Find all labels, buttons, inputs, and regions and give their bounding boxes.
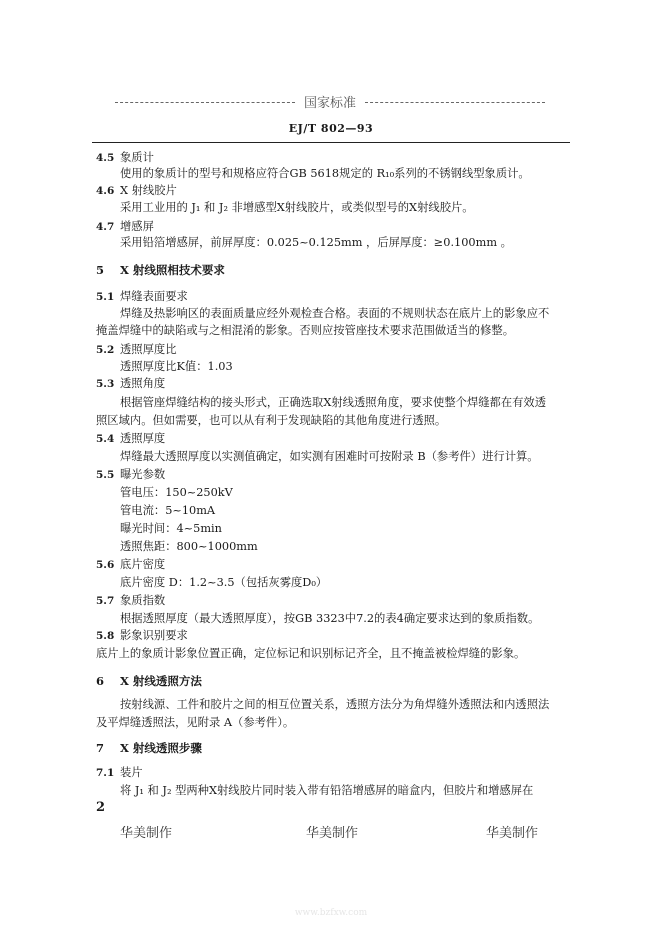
watermark-text: 华美制作 [486, 826, 539, 841]
chapter-number: 6 [96, 674, 105, 688]
section-title: X 射线胶片 [120, 184, 177, 197]
section-text-line: 按射线源、工件和胶片之间的相互位置关系，透照方法分为角焊缝外透照法和内透照法 [120, 698, 550, 711]
section-number: 5.2 [96, 344, 115, 356]
section-number: 7.1 [96, 767, 115, 779]
section-title: 透照角度 [120, 377, 166, 390]
section-number: 5.3 [96, 378, 115, 390]
section-number: 5.1 [96, 291, 115, 303]
page-number: 2 [96, 800, 106, 815]
section-text: 根据透照厚度（最大透照厚度），按GB 3323中7.2的表4确定要求达到的象质指数。 [120, 612, 540, 625]
watermark-text: 华美制作 [306, 826, 359, 841]
section-number: 5.7 [96, 595, 115, 607]
exposure-param: 管电压：150~250kV [120, 486, 233, 499]
section-text: 底片上的象质计影象位置正确，定位标记和识别标记齐全，且不掩盖被检焊缝的影象。 [96, 647, 526, 660]
running-header [115, 92, 545, 112]
section-number: 5.4 [96, 433, 115, 445]
section-number: 5.5 [96, 469, 115, 481]
chapter-number: 5 [96, 263, 105, 277]
section-text: 将 J₁ 和 J₂ 型两种X射线胶片同时装入带有铅箔增感屏的暗盒内，但胶片和增感屏在 [120, 784, 534, 797]
section-text-line: 及平焊缝透照法，见附录 A（参考件）。 [96, 716, 295, 729]
section-text: 采用铅箔增感屏，前屏厚度：0.025~0.125mm ，后屏厚度：≥0.100mm 。 [120, 236, 512, 249]
section-title: 影象识别要求 [120, 629, 188, 642]
chapter-title: X 射线照相技术要求 [120, 263, 225, 277]
chapter-title: X 射线透照步骤 [120, 741, 202, 755]
section-text: 透照厚度比K值：1.03 [120, 360, 233, 373]
standard-code: EJ/T 802—93 [288, 122, 374, 135]
section-number: 5.8 [96, 630, 115, 642]
section-text: 底片密度 D：1.2~3.5（包括灰雾度D₀） [120, 576, 328, 589]
exposure-param: 管电流：5~10mA [120, 504, 216, 517]
section-text-line: 根据管座焊缝结构的接头形式，正确选取X射线透照角度，要求使整个焊缝都在有效透 [120, 396, 547, 409]
exposure-param: 曝光时间：4~5min [120, 522, 222, 535]
chapter-number: 7 [96, 741, 105, 755]
section-title: 装片 [120, 766, 143, 779]
section-title: 增感屏 [120, 220, 154, 233]
section-number: 5.6 [96, 559, 115, 571]
section-title: 焊缝表面要求 [120, 290, 188, 303]
section-text: 焊缝最大透照厚度以实测值确定，如实测有困难时可按附录 B（参考件）进行计算。 [120, 450, 539, 463]
watermark-text: 华美制作 [120, 826, 173, 841]
section-text-line: 焊缝及热影响区的表面质量应经外观检查合格。表面的不规则状态在底片上的影象应不 [120, 307, 550, 320]
section-title: 透照厚度比 [120, 343, 177, 356]
chapter-title: X 射线透照方法 [120, 674, 202, 688]
section-text: 采用工业用的 J₁ 和 J₂ 非增感型X射线胶片，或类似型号的X射线胶片。 [120, 201, 474, 214]
exposure-param: 透照焦距：800~1000mm [120, 540, 258, 553]
section-title: 象质计 [120, 151, 154, 164]
section-text: 使用的象质计的型号和规格应符合GB 5618规定的 R₁₀系列的不锈钢线型象质计。 [120, 167, 530, 180]
section-number: 4.7 [96, 221, 115, 233]
faint-site-url: www.bzfxw.com [294, 908, 368, 918]
section-number: 4.5 [96, 152, 115, 164]
header-category: 国家标准 [303, 96, 356, 111]
section-number: 4.6 [96, 185, 115, 197]
header-dashes-right [365, 102, 545, 103]
section-text-line: 掩盖焊缝中的缺陷或与之相混淆的影象。否则应按管座技术要求范围做适当的修整。 [96, 324, 514, 337]
section-title: 底片密度 [120, 558, 166, 571]
section-title: 曝光参数 [120, 468, 166, 481]
section-title: 象质指数 [120, 594, 166, 607]
header-rule [92, 142, 570, 143]
section-title: 透照厚度 [120, 432, 166, 445]
section-text-line: 照区域内。但如需要，也可以从有利于发现缺陷的其他角度进行透照。 [96, 414, 447, 427]
